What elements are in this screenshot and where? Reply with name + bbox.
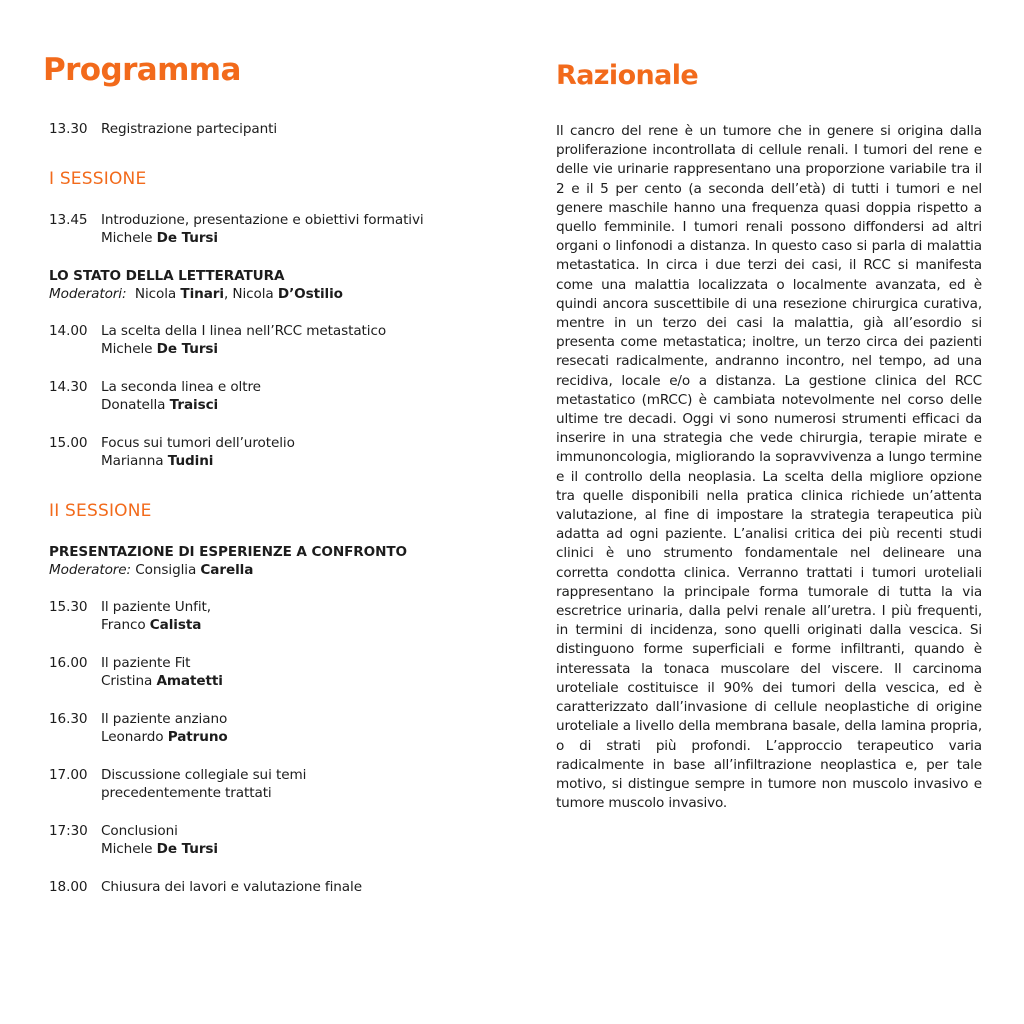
moderators: Moderatori: Nicola Tinari, Nicola D’Ostilio — [49, 285, 343, 302]
speaker: Michele De Tursi — [101, 230, 218, 246]
programma-title: Programma — [43, 52, 241, 88]
session-1-heading: I SESSIONE — [49, 168, 147, 189]
agenda-item-intro — [49, 211, 483, 248]
block-title-esperienze: PRESENTAZIONE DI ESPERIENZE A CONFRONTO — [49, 543, 408, 560]
agenda-item: 14.00 La scelta della I linea nell’RCC metastatico Michele De Tursi — [49, 322, 483, 359]
agenda-time: 13.30 — [49, 121, 88, 137]
razionale-title: Razionale — [556, 60, 699, 91]
agenda-time: 13.45 — [49, 211, 88, 228]
agenda-item: 17.00 Discussione collegiale sui temi precedentemente trattati — [49, 766, 307, 801]
agenda-text: Introduzione, presentazione e obiettivi formativi — [101, 211, 424, 228]
speaker: Michele De Tursi — [101, 841, 218, 857]
agenda-text: Registrazione partecipanti — [101, 121, 278, 137]
agenda-item: 14.30 La seconda linea e oltre Donatella Traisci — [49, 378, 483, 415]
razionale-text: Il cancro del rene è un tumore che in genere si origina dalla proliferazione incontrollata di cellule renali. I tumori del rene e delle vie urinarie rappresentano una proporzione variabile tra il 2 e il 5 per cento (a seconda dell’età) di tutti i tumori e nel genere maschile hanno una frequenza quasi doppia rispetto a quello femminile. I tumori renali possono diffondersi ad altri organi o linfonodi a distanza. In questo caso si parla di malattia metastatica. In circa i due terzi dei casi, il RCC si manifesta come una malattia localizzata o localmente avanzata, ed è quindi ancora suscettibile di una resezione chirurgica curativa, mentre in un terzo dei casi la malattia, già all’esordio si presenta come metastatica; inoltre, un terzo circa dei pazienti resecati radicalmente, andranno incontro, nel tempo, ad una recidiva, locale e/o a distanza. La gestione clinica del RCC metastatico (mRCC) è cambiata notevolmente nel corso delle ultime tre decadi. Oggi vi sono numerosi strumenti efficaci da inserire in una strategia che vede chirurgia, terapie mirate e immunoncologia, migliorando la sopravvivenza a lungo termine e il controllo della neoplasia. La scelta della migliore opzione tra quelle disponibili nella pratica clinica richiede un’attenta valutazione, al fine di impostare la strategia terapeutica più adatta ad ogni paziente. L’analisi critica dei più recenti studi clinici è uno strumento fondamentale nel delineare una corretta condotta clinica. Verranno trattati i tumori uroteliali rappresentano la principale forma tumorale di tutta la via escretrice urinaria, dalla pelvi renale all’uretra. I più frequenti, in termini di incidenza, sono quelli originati dalla vescica. Si distinguono forme superficiali e forme infiltranti, quando è interessata la tonaca muscolare del viscere. Il carcinoma uroteliale costituisce il 90% dei tumori della vescica, ed è caratterizzato dall’invasione di cellule neoplastiche di origine uroteliale a livello della membrana basale, della lamina propria, o di strati più profondi. L’approccio terapeutico varia radicalmente in base all’infiltrazione neoplastica e, per tale motivo, si distingue sempre in tumore non muscolo invasivo e tumore muscolo invasivo. — [556, 123, 982, 812]
agenda-item: 16.30 Il paziente anziano Leonardo Patruno — [49, 710, 483, 747]
speaker: Leonardo Patruno — [101, 729, 228, 745]
speaker: Donatella Traisci — [101, 397, 219, 413]
agenda-item: 18.00 Chiusura dei lavori e valutazione finale — [49, 878, 362, 895]
moderator: Moderatore: Consiglia Carella — [49, 561, 254, 578]
razionale-column — [556, 60, 982, 813]
block-title-letteratura: LO STATO DELLA LETTERATURA — [49, 267, 285, 284]
session-2-heading: II SESSIONE — [49, 500, 152, 521]
speaker: Marianna Tudini — [101, 453, 214, 469]
agenda-item-opening — [49, 120, 483, 139]
agenda-item: 16.00 Il paziente Fit Cristina Amatetti — [49, 654, 483, 691]
speaker: Michele De Tursi — [101, 341, 218, 357]
agenda-item: 15.00 Focus sui tumori dell’urotelio Marianna Tudini — [49, 434, 483, 471]
speaker: Cristina Amatetti — [101, 673, 223, 689]
speaker: Franco Calista — [101, 617, 202, 633]
agenda-item: 15.30 Il paziente Unfit, Franco Calista — [49, 598, 483, 635]
programma-column — [43, 52, 483, 915]
agenda-item: 17:30 Conclusioni Michele De Tursi — [49, 822, 483, 859]
